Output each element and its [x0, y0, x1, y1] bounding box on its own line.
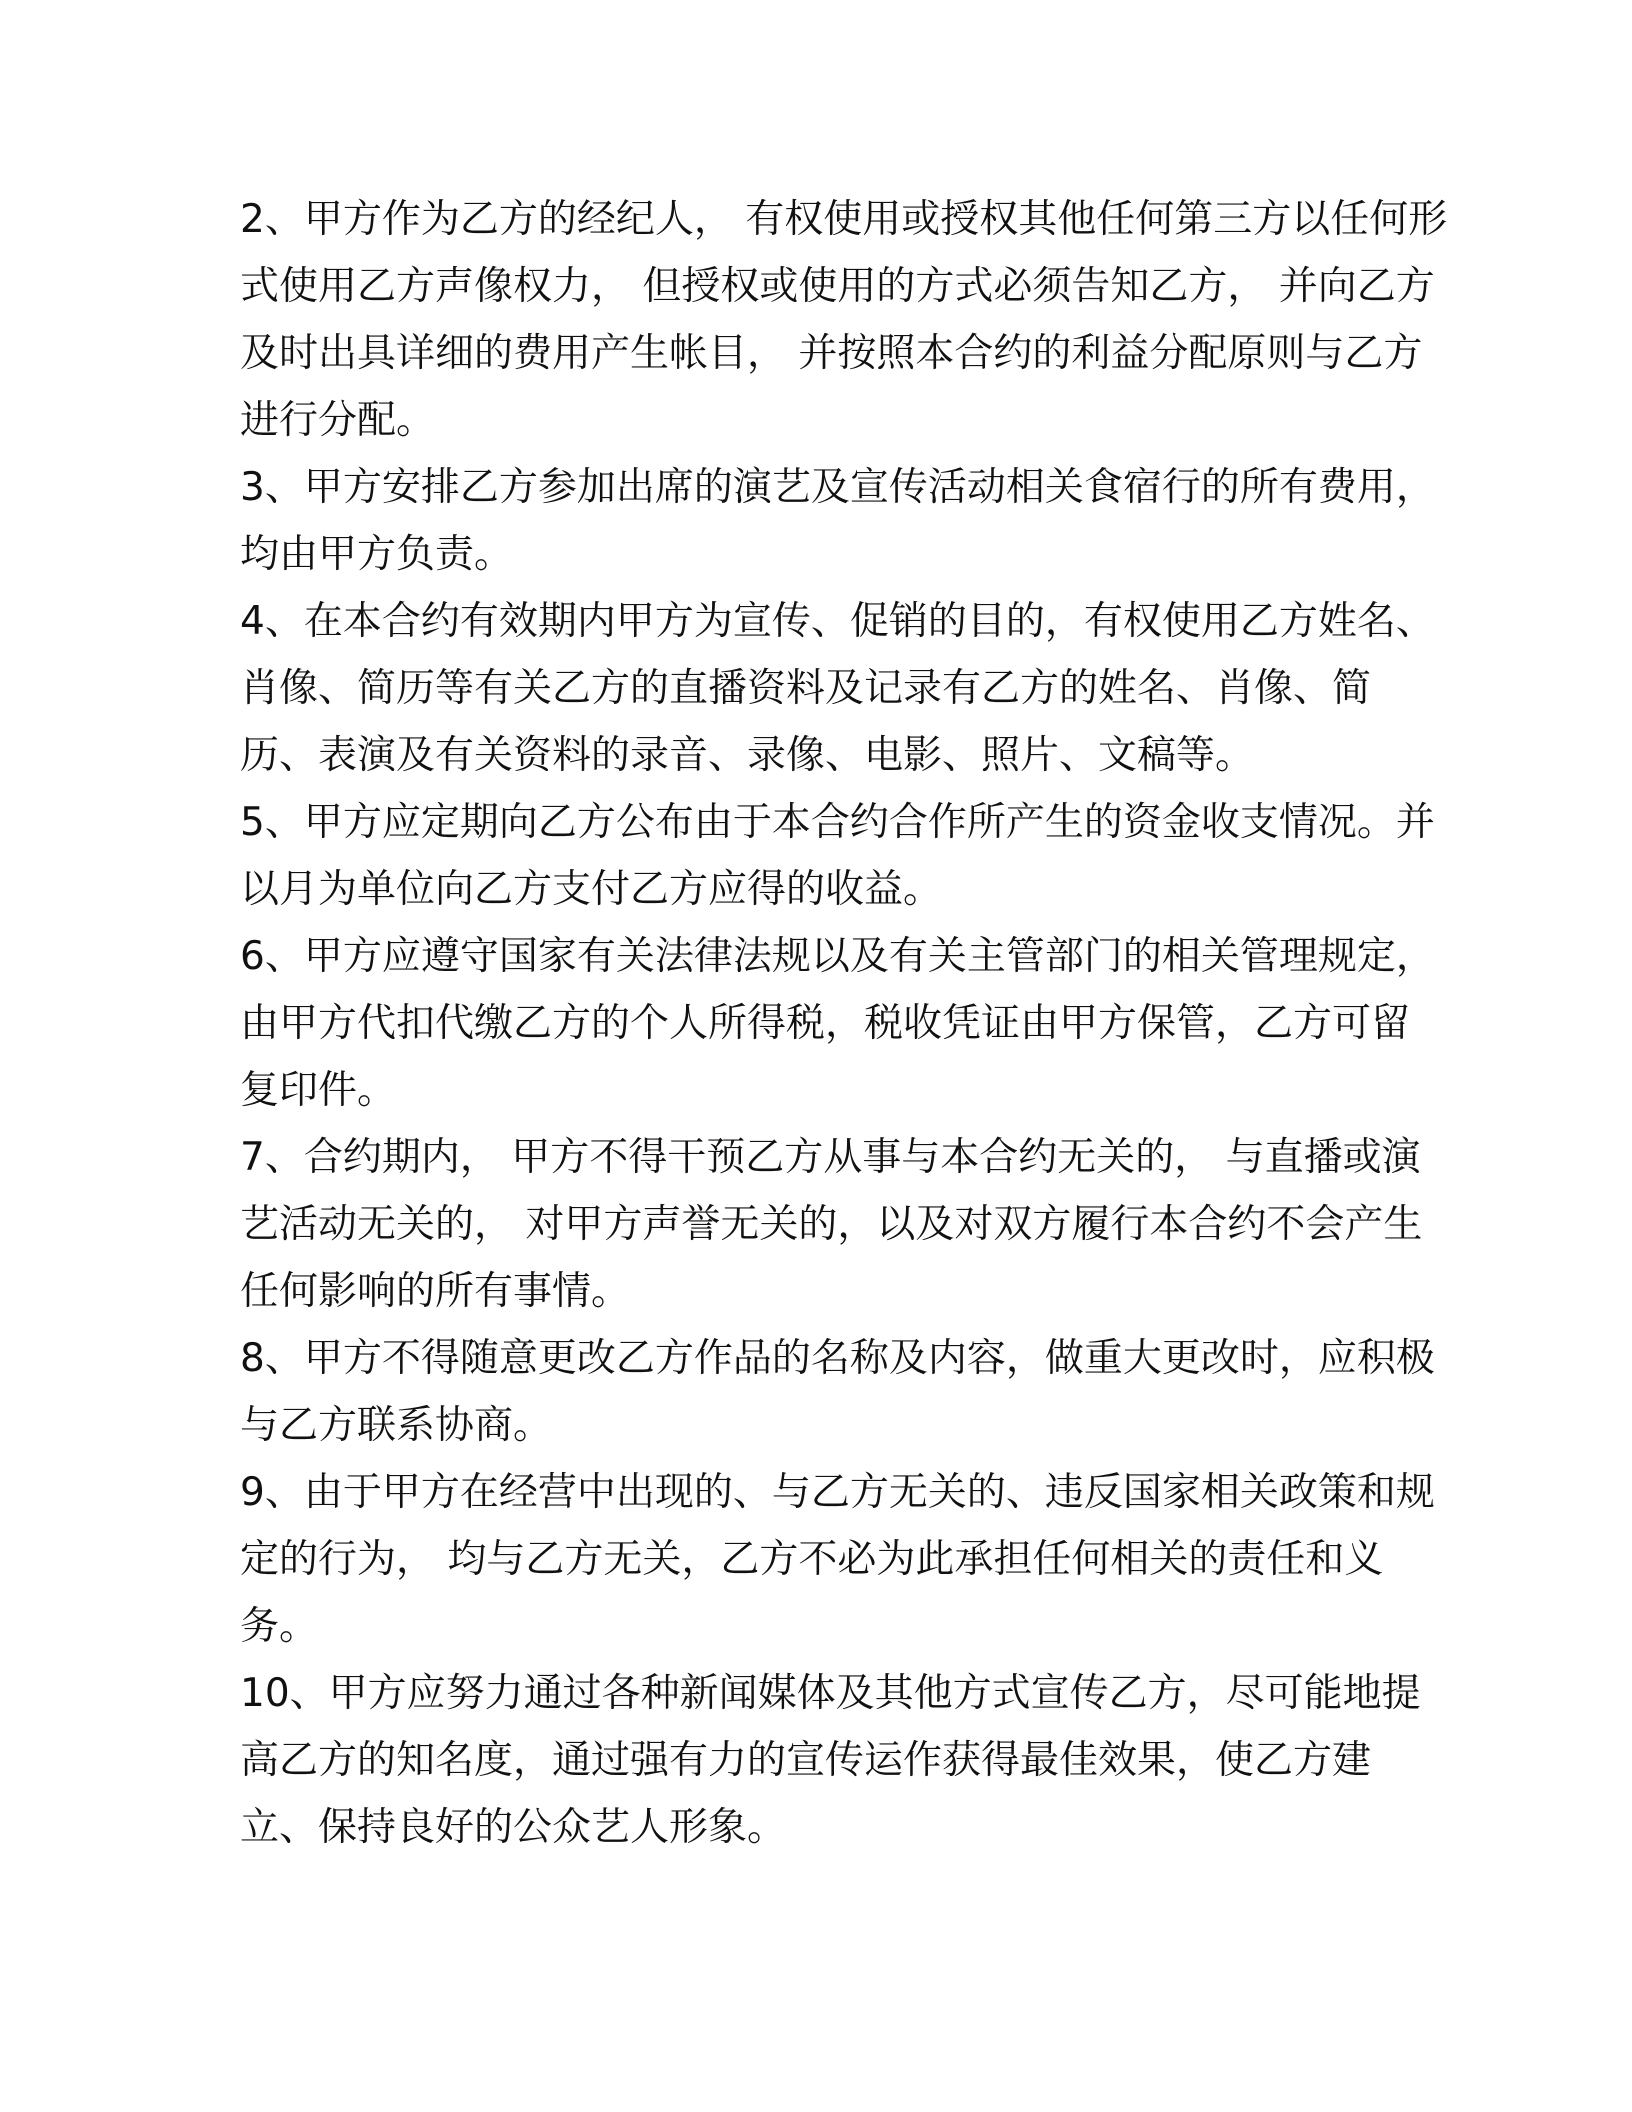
- clause-line: 2、甲方作为乙方的经纪人， 有权使用或授权其他任何第三方以任何形: [240, 197, 1448, 242]
- clause-line: 式使用乙方声像权力， 但授权或使用的方式必须告知乙方， 并向乙方: [240, 264, 1435, 309]
- clause-line: 4、在本合约有效期内甲方为宣传、促销的目的，有权使用乙方姓名、: [240, 599, 1435, 644]
- clause-line: 定的行为， 均与乙方无关，乙方不必为此承担任何相关的责任和义: [240, 1537, 1384, 1582]
- clause-line: 复印件。: [240, 1068, 397, 1113]
- clause-2: [240, 186, 1448, 454]
- clause-line: 6、甲方应遵守国家有关法律法规以及有关主管部门的相关管理规定，: [240, 934, 1435, 979]
- clause-line: 务。: [240, 1604, 319, 1649]
- clause-8: [240, 1325, 1435, 1459]
- clause-line: 均由甲方负责。: [240, 532, 514, 577]
- clause-line: 8、甲方不得随意更改乙方作品的名称及内容，做重大更改时，应积极: [240, 1336, 1435, 1381]
- clause-3: [240, 454, 1435, 588]
- clause-line: 3、甲方安排乙方参加出席的演艺及宣传活动相关食宿行的所有费用，: [240, 465, 1435, 510]
- clause-line: 以月为单位向乙方支付乙方应得的收益。: [240, 867, 943, 912]
- clause-7: [240, 1124, 1423, 1325]
- clause-line: 7、合约期内， 甲方不得干预乙方从事与本合约无关的， 与直播或演: [240, 1135, 1421, 1180]
- document-body: [240, 186, 1448, 1861]
- clause-4: [240, 588, 1435, 789]
- clause-line: 立、保持良好的公众艺人形象。: [240, 1805, 787, 1850]
- clause-line: 9、由于甲方在经营中出现的、与乙方无关的、违反国家相关政策和规: [240, 1470, 1435, 1515]
- clause-line: 艺活动无关的， 对甲方声誉无关的，以及对双方履行本合约不会产生: [240, 1202, 1423, 1247]
- clause-line: 5、甲方应定期向乙方公布由于本合约合作所产生的资金收支情况。并: [240, 800, 1435, 845]
- clause-line: 由甲方代扣代缴乙方的个人所得税，税收凭证由甲方保管，乙方可留: [240, 1001, 1411, 1046]
- clause-line: 历、表演及有关资料的录音、录像、电影、照片、文稿等。: [240, 733, 1255, 778]
- clause-line: 任何影响的所有事情。: [240, 1269, 631, 1314]
- clause-6: [240, 923, 1435, 1124]
- clause-line: 进行分配。: [240, 398, 436, 443]
- clause-line: 高乙方的知名度，通过强有力的宣传运作获得最佳效果，使乙方建: [240, 1738, 1372, 1783]
- clause-line: 及时出具详细的费用产生帐目， 并按照本合约的利益分配原则与乙方: [240, 331, 1423, 376]
- clause-line: 与乙方联系协商。: [240, 1403, 553, 1448]
- clause-line: 肖像、简历等有关乙方的直播资料及记录有乙方的姓名、肖像、简: [240, 666, 1372, 711]
- clause-10: [240, 1660, 1421, 1861]
- clause-9: [240, 1459, 1435, 1660]
- clause-5: [240, 789, 1435, 923]
- clause-line: 10、甲方应努力通过各种新闻媒体及其他方式宣传乙方，尽可能地提: [240, 1671, 1421, 1716]
